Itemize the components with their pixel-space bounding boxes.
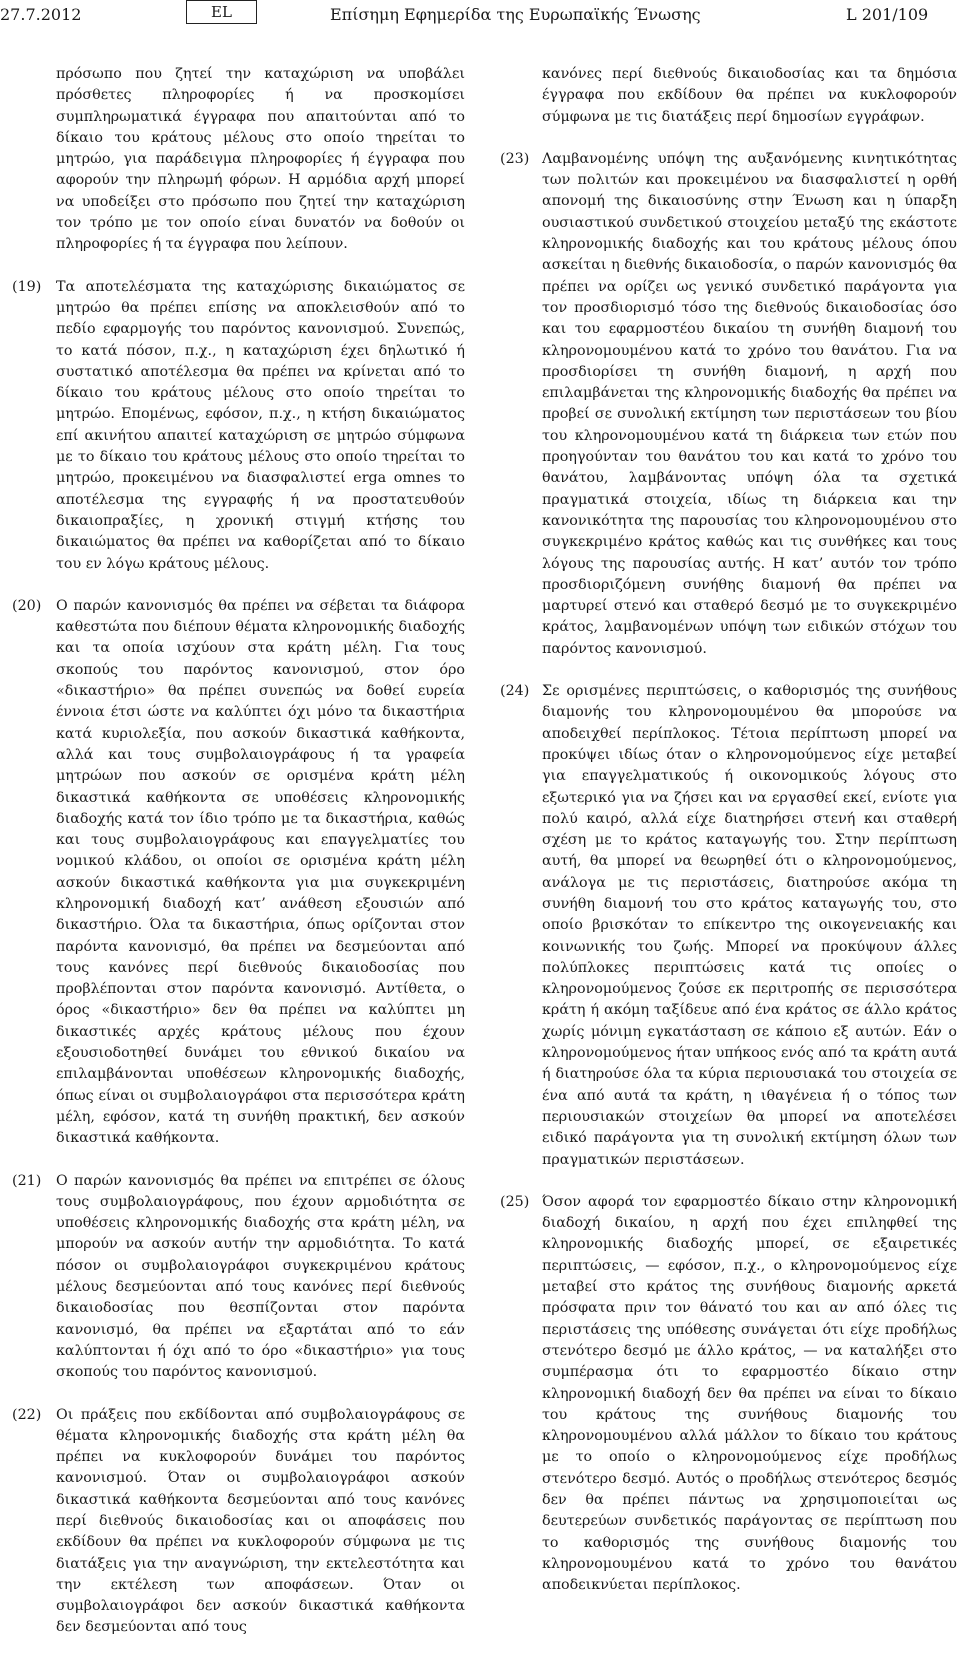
recital-text: Ο παρών κανονισμός θα πρέπει να επιτρέπει σε όλους τους συμβολαιογράφους, που έχουν αρμοδιότητα σε υποθέσεις κληρονομικής διαδοχής στα κράτη μέλη, να μπορούν να ασκούν αυτήν την αρμοδιότητα. Το κατά πόσον οι συμβολαιογράφοι συγκεκριμένου κράτους μέλους δεσμεύονται από τους κανόνες περί διεθνούς δικαιοδοσίας που θεσπίζονται στον παρόντα κανονισμό, θα πρέπει να εξαρτάται από το εάν καλύπτονται ή όχι από το όρο «δικαστήριο» για τους σκοπούς του παρόντος κανονισμού.	[56, 1172, 465, 1381]
recital-number: (25)	[500, 1193, 530, 1210]
header-journal-title: Επίσημη Εφημερίδα της Ευρωπαϊκής Ένωσης	[330, 5, 701, 24]
recital-19	[12, 277, 465, 575]
paragraph-continuation	[500, 64, 957, 128]
recital-23	[500, 149, 957, 660]
recital-21	[12, 1171, 465, 1384]
recital-number: (19)	[12, 278, 42, 295]
recital-20	[12, 596, 465, 1150]
paragraph-text: κανόνες περί διεθνούς δικαιοδοσίας και τα δημόσια έγγραφα που εκδίδουν θα πρέπει να κυκλοφορούν σύμφωνα με τις διατάξεις περί δημοσίων εγγράφων.	[542, 66, 957, 125]
paragraph-continuation	[12, 64, 465, 256]
page-header	[0, 0, 960, 34]
recital-number: (24)	[500, 683, 530, 700]
header-page-number: L 201/109	[846, 5, 929, 24]
recital-number: (20)	[12, 597, 42, 614]
paragraph-text: πρόσωπο που ζητεί την καταχώριση να υποβάλει πρόσθετες πληροφορίες ή να προσκομίσει συμπληρωματικά έγγραφα που απαιτούνται από το δίκαιο του κράτους μέλους στο οποίο τηρείται το μητρώο, για παράδειγμα πληροφορίες ή έγγραφα που αφορούν την πληρωμή φόρων. Η αρμόδια αρχή μπορεί να υποδείξει στο πρόσωπο που ζητεί την καταχώριση τον τρόπο με τον οποίο είναι δυνατόν να δοθούν οι πληροφορίες ή τα έγγραφα που λείπουν.	[56, 66, 465, 253]
recital-text: Σε ορισμένες περιπτώσεις, ο καθορισμός της συνήθους διαμονής του κληρονομουμένου θα μπορούσε να αποδειχθεί περίπλοκος. Τέτοια περίπτωση μπορεί να προκύψει ιδίως όταν ο κληρονομούμενος είχε μεταβεί για επαγγελματικούς ή οικονομικούς λόγους στο εξωτερικό για να ζήσει και να εργασθεί εκεί, ενίοτε για πολύ καιρό, αλλά είχε διατηρήσει στενή και σταθερή σχέση με το κράτος καταγωγής του. Στην περίπτωση αυτή, θα μπορεί να θεωρηθεί ότι ο κληρονομούμενος, ανάλογα με τις περιστάσεις, διατηρούσε ακόμα τη συνήθη διαμονή του στο κράτος καταγωγής του, στο οποίο βρισκόταν το επίκεντρο της οικογενειακής και κοινωνικής του ζωής. Μπορεί να προκύψουν άλλες πολύπλοκες περιπτώσεις κατά τις οποίες ο κληρονομούμενος ζούσε εκ περιτροπής σε περισσότερα κράτη ή ακόμη ταξίδευε από ένα κράτος σε άλλο κράτος χωρίς μόνιμη εγκατάσταση σε κάποιο εξ αυτών. Εάν ο κληρονομούμενος ήταν υπήκοος ενός από τα κράτη αυτά ή διατηρούσε όλα τα κύρια περιουσιακά του στοιχεία σε ένα από αυτά τα κράτη, η ιθαγένεια ή ο τόπος των περιουσιακών στοιχείων θα μπορεί να αποτελέσει ειδικό παράγοντα για τη συνολική εκτίμηση όλων των πραγματικών περιστάσεων.	[542, 683, 957, 1168]
recital-number: (22)	[12, 1406, 42, 1423]
recital-25	[500, 1192, 957, 1597]
recital-text: Λαμβανομένης υπόψη της αυξανόμενης κινητικότητας των πολιτών και προκειμένου να διασφαλιστεί η ορθή απονομή της δικαιοσύνης στην Ένωση και η ύπαρξη ουσιαστικού συνδετικού στοιχείου μεταξύ της εκάστοτε κληρονομικής διαδοχής και του κράτους μέλους όπου ασκείται η διεθνής δικαιοδοσία, ο παρών κανονισμός θα πρέπει να ορίζει ως γενικό συνδετικό παράγοντα για τον προσδιορισμό τόσο της διεθνούς δικαιοδοσίας όσο και του εφαρμοστέου δικαίου τη συνήθη διαμονή του κληρονομουμένου κατά το χρόνο του θανάτου. Για να προσδιορίσει τη συνήθη διαμονή, η αρχή που επιλαμβάνεται της κληρονομικής διαδοχής θα πρέπει να προβεί σε συνολική εκτίμηση των περιστάσεων του βίου του κληρονομουμένου κατά τη διάρκεια των ετών που προηγούνταν του θανάτου του και κατά το χρόνο του θανάτου, λαμβάνοντας υπόψη όλα τα σχετικά πραγματικά στοιχεία, ιδίως τη διάρκεια και την κανονικότητα της παρουσίας του κληρονομουμένου στο συγκεκριμένο κράτος καθώς και τις συνθήκες και τους λόγους της παρουσίας αυτής. Η κατ’ αυτόν τον τρόπο προσδιοριζόμενη συνήθης διαμονή θα πρέπει να μαρτυρεί στενό και σταθερό δεσμό με το συγκεκριμένο κράτος, λαμβανομένων υπόψη των ειδικών στόχων του παρόντος κανονισμού.	[542, 150, 957, 657]
recital-text: Τα αποτελέσματα της καταχώρισης δικαιώματος σε μητρώο θα πρέπει επίσης να αποκλεισθούν από το πεδίο εφαρμογής του παρόντος κανονισμού. Συνεπώς, το κατά πόσον, π.χ., η καταχώριση έχει δηλωτικό ή συστατικό αποτέλεσμα θα πρέπει να κρίνεται από το δίκαιο του κράτους μέλους στο οποίο τηρείται το μητρώο. Επομένως, εφόσον, π.χ., η κτήση δικαιώματος επί ακινήτου απαιτεί καταχώριση σε μητρώο σύμφωνα με το δίκαιο του κράτους μέλους στο οποίο τηρείται το μητρώο, προκειμένου να διασφαλιστεί erga omnes το αποτέλεσμα της εγγραφής ή να προστατευθούν δικαιοπραξίες, η χρονική στιγμή κτήσης του δικαιώματος θα πρέπει να καθορίζεται από το δίκαιο του εν λόγω κράτους μέλους.	[56, 278, 465, 572]
recital-number: (23)	[500, 150, 530, 167]
recital-22	[12, 1405, 465, 1639]
right-column	[500, 64, 957, 1617]
recital-text: Οι πράξεις που εκδίδονται από συμβολαιογράφους σε θέματα κληρονομικής διαδοχής στα κράτη μέλη θα πρέπει να κυκλοφορούν δυνάμει του παρόντος κανονισμού. Όταν οι συμβολαιογράφοι ασκούν δικαστικά καθήκοντα δεσμεύονται από τους κανόνες περί διεθνούς δικαιοδοσίας και οι αποφάσεις που εκδίδουν θα πρέπει να κυκλοφορούν σύμφωνα με τις διατάξεις για την αναγνώριση, την εκτελεστότητα και την εκτέλεση των αποφάσεων. Όταν οι συμβολαιογράφοι δεν ασκούν δικαστικά καθήκοντα δεν δεσμεύονται από τους	[56, 1406, 465, 1636]
left-column	[12, 64, 465, 1660]
header-date: 27.7.2012	[0, 5, 82, 24]
recital-number: (21)	[12, 1172, 42, 1189]
header-language-box: EL	[186, 0, 257, 24]
recital-text: Ο παρών κανονισμός θα πρέπει να σέβεται τα διάφορα καθεστώτα που διέπουν θέματα κληρονομικής διαδοχής και τα οποία ισχύουν στα κράτη μέλη. Για τους σκοπούς του παρόντος κανονισμού, στον όρο «δικαστήριο» θα πρέπει συνεπώς να δοθεί ευρεία έννοια έτσι ώστε να καλύπτει όχι μόνο τα δικαστήρια κατά κυριολεξία, που ασκούν δικαστικά καθήκοντα, αλλά και τους συμβολαιογράφους ή τα γραφεία μητρώων που ασκούν σε ορισμένα κράτη μέλη δικαστικά καθήκοντα σε υποθέσεις κληρονομικής διαδοχής κατά τον ίδιο τρόπο με τα δικαστήρια, καθώς και τους συμβολαιογράφους και επαγγελματίες του νομικού κλάδου, οι οποίοι σε ορισμένα κράτη μέλη ασκούν δικαστικά καθήκοντα για μια συγκεκριμένη κληρονομική διαδοχή κατ’ ανάθεση εξουσιών από δικαστήριο. Όλα τα δικαστήρια, όπως ορίζονται στον παρόντα κανονισμό, θα πρέπει να δεσμεύονται από τους κανόνες περί διεθνούς δικαιοδοσίας που προβλέπονται στον παρόντα κανονισμό. Αντίθετα, ο όρος «δικαστήριο» δεν θα πρέπει να καλύπτει μη δικαστικές αρχές κράτους μέλους που έχουν εξουσιοδοτηθεί δυνάμει του εθνικού δικαίου να επιλαμβάνονται υποθέσεων κληρονομικής διαδοχής, όπως είναι οι συμβολαιογράφοι στα περισσότερα κράτη μέλη, εφόσον, κατά τη συνήθη πρακτική, δεν ασκούν δικαστικά καθήκοντα.	[56, 597, 465, 1147]
recital-24	[500, 681, 957, 1171]
recital-text: Όσον αφορά τον εφαρμοστέο δίκαιο στην κληρονομική διαδοχή δικαίου, η αρχή που έχει επιληφθεί της κληρονομικής διαδοχής μπορεί, σε εξαιρετικές περιπτώσεις, — εφόσον, π.χ., ο κληρονομούμενος είχε μεταβεί στο κράτος της συνήθους διαμονής αρκετά πρόσφατα πριν τον θάνατό του και αν από όλες τις περιστάσεις της υπόθεσης συνάγεται ότι είχε προδήλως στενότερο δεσμό με άλλο κράτος, — να καταλήξει στο συμπέρασμα ότι το εφαρμοστέο δίκαιο στην κληρονομική διαδοχή δεν θα πρέπει να είναι το δίκαιο του κράτους της συνήθους διαμονής του κληρονομουμένου αλλά μάλλον το δίκαιο του κράτους με το οποίο ο κληρονομούμενος είχε προδήλως στενότερο δεσμό. Αυτός ο προδήλως στενότερος δεσμός δεν θα πρέπει πάντως να χρησιμοποιείται ως δευτερεύων συνδετικός παράγοντας σε περίπτωση που το καθορισμός της συνήθους διαμονής του κληρονομουμένου κατά το χρόνο του θανάτου αποδεικνύεται περίπλοκος.	[542, 1193, 957, 1594]
